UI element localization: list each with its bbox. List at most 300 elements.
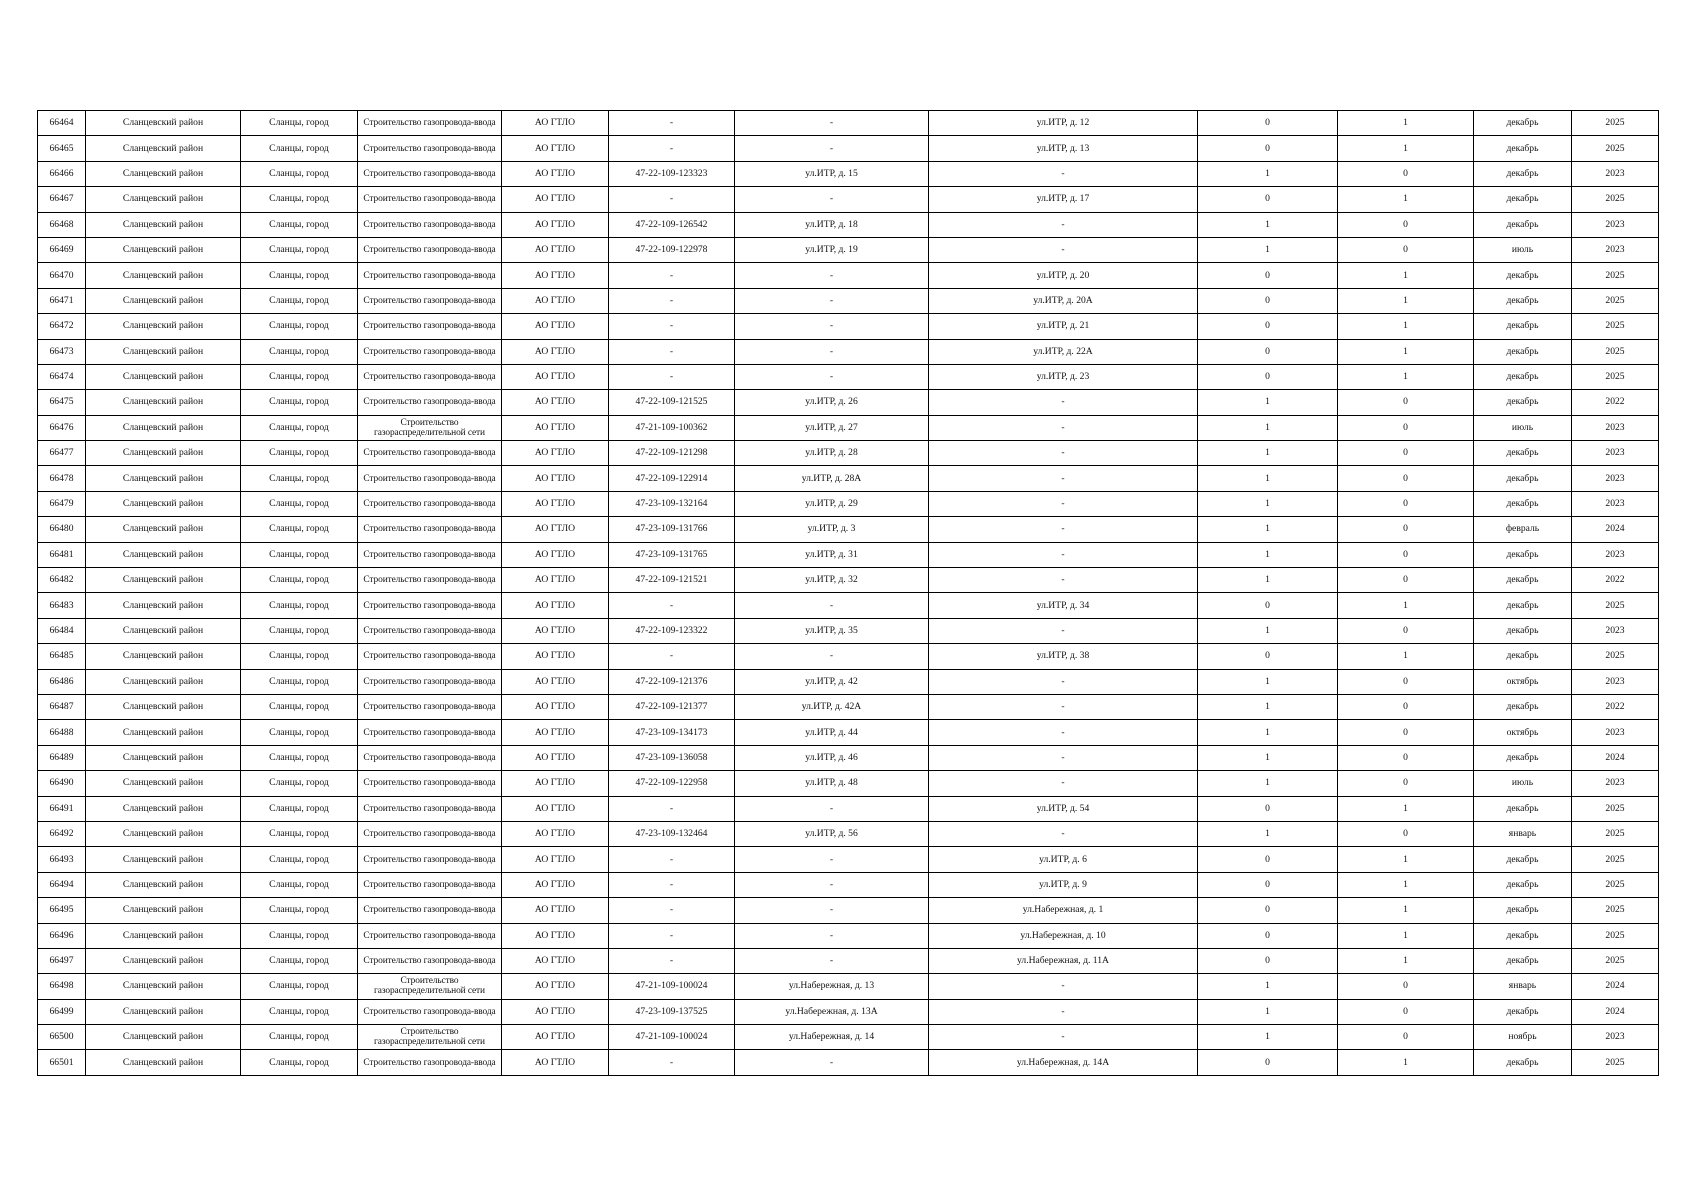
cell-registration-number: - xyxy=(609,847,735,872)
cell-id: 66481 xyxy=(38,542,86,567)
cell-registration-number: - xyxy=(609,796,735,821)
table-row xyxy=(38,339,1659,364)
cell-registration-number: 47-23-109-131765 xyxy=(609,542,735,567)
cell-settlement: Сланцы, город xyxy=(241,161,358,186)
cell-district: Сланцевский район xyxy=(86,694,241,719)
cell-organization: АО ГТЛО xyxy=(502,847,609,872)
cell-month: декабрь xyxy=(1474,161,1572,186)
cell-address: ул.Набережная, д. 13 xyxy=(735,974,929,999)
cell-year: 2023 xyxy=(1572,771,1659,796)
cell-work-type: Строительство газораспределительной сети xyxy=(358,1025,502,1050)
cell-flag-existing: 1 xyxy=(1198,821,1338,846)
cell-year: 2025 xyxy=(1572,796,1659,821)
cell-work-type: Строительство газопровода-ввода xyxy=(358,796,502,821)
cell-district: Сланцевский район xyxy=(86,390,241,415)
cell-planned-address: ул.ИТР, д. 21 xyxy=(929,314,1198,339)
table-row xyxy=(38,847,1659,872)
cell-planned-address: ул.ИТР, д. 17 xyxy=(929,187,1198,212)
cell-flag-existing: 0 xyxy=(1198,644,1338,669)
table-row xyxy=(38,314,1659,339)
cell-flag-planned: 0 xyxy=(1338,694,1474,719)
cell-flag-planned: 1 xyxy=(1338,872,1474,897)
cell-district: Сланцевский район xyxy=(86,618,241,643)
cell-year: 2025 xyxy=(1572,288,1659,313)
cell-work-type: Строительство газопровода-ввода xyxy=(358,237,502,262)
cell-district: Сланцевский район xyxy=(86,593,241,618)
cell-month: декабрь xyxy=(1474,923,1572,948)
cell-flag-existing: 0 xyxy=(1198,339,1338,364)
cell-flag-existing: 0 xyxy=(1198,872,1338,897)
cell-settlement: Сланцы, город xyxy=(241,542,358,567)
cell-district: Сланцевский район xyxy=(86,415,241,440)
cell-address: ул.ИТР, д. 29 xyxy=(735,491,929,516)
cell-registration-number: 47-22-109-126542 xyxy=(609,212,735,237)
table-row xyxy=(38,644,1659,669)
cell-year: 2025 xyxy=(1572,263,1659,288)
cell-address: - xyxy=(735,136,929,161)
cell-planned-address: ул.ИТР, д. 6 xyxy=(929,847,1198,872)
cell-work-type: Строительство газопровода-ввода xyxy=(358,669,502,694)
cell-id: 66493 xyxy=(38,847,86,872)
cell-flag-existing: 1 xyxy=(1198,517,1338,542)
cell-organization: АО ГТЛО xyxy=(502,263,609,288)
cell-id: 66470 xyxy=(38,263,86,288)
cell-planned-address: - xyxy=(929,974,1198,999)
cell-planned-address: - xyxy=(929,466,1198,491)
cell-district: Сланцевский район xyxy=(86,491,241,516)
cell-settlement: Сланцы, город xyxy=(241,999,358,1024)
cell-month: декабрь xyxy=(1474,212,1572,237)
cell-year: 2025 xyxy=(1572,847,1659,872)
cell-district: Сланцевский район xyxy=(86,314,241,339)
cell-year: 2022 xyxy=(1572,694,1659,719)
cell-organization: АО ГТЛО xyxy=(502,390,609,415)
cell-organization: АО ГТЛО xyxy=(502,821,609,846)
cell-work-type: Строительство газопровода-ввода xyxy=(358,821,502,846)
cell-settlement: Сланцы, город xyxy=(241,923,358,948)
cell-flag-existing: 0 xyxy=(1198,364,1338,389)
cell-registration-number: 47-22-109-121521 xyxy=(609,568,735,593)
cell-organization: АО ГТЛО xyxy=(502,771,609,796)
cell-organization: АО ГТЛО xyxy=(502,948,609,973)
cell-flag-existing: 0 xyxy=(1198,796,1338,821)
cell-planned-address: ул.Набережная, д. 1 xyxy=(929,898,1198,923)
cell-month: июль xyxy=(1474,771,1572,796)
cell-district: Сланцевский район xyxy=(86,745,241,770)
cell-organization: АО ГТЛО xyxy=(502,745,609,770)
cell-registration-number: 47-22-109-122914 xyxy=(609,466,735,491)
cell-address: ул.ИТР, д. 19 xyxy=(735,237,929,262)
cell-id: 66473 xyxy=(38,339,86,364)
cell-settlement: Сланцы, город xyxy=(241,593,358,618)
cell-id: 66488 xyxy=(38,720,86,745)
table-row xyxy=(38,720,1659,745)
cell-registration-number: 47-23-109-137525 xyxy=(609,999,735,1024)
cell-flag-existing: 0 xyxy=(1198,187,1338,212)
cell-year: 2022 xyxy=(1572,568,1659,593)
cell-settlement: Сланцы, город xyxy=(241,720,358,745)
cell-organization: АО ГТЛО xyxy=(502,669,609,694)
cell-organization: АО ГТЛО xyxy=(502,923,609,948)
cell-district: Сланцевский район xyxy=(86,339,241,364)
cell-organization: АО ГТЛО xyxy=(502,491,609,516)
cell-flag-planned: 1 xyxy=(1338,1050,1474,1075)
cell-year: 2023 xyxy=(1572,161,1659,186)
cell-month: декабрь xyxy=(1474,796,1572,821)
cell-registration-number: 47-22-109-121525 xyxy=(609,390,735,415)
cell-address: - xyxy=(735,187,929,212)
cell-organization: АО ГТЛО xyxy=(502,136,609,161)
cell-flag-existing: 0 xyxy=(1198,314,1338,339)
cell-flag-existing: 0 xyxy=(1198,111,1338,136)
cell-flag-existing: 1 xyxy=(1198,618,1338,643)
cell-settlement: Сланцы, город xyxy=(241,339,358,364)
cell-address: - xyxy=(735,898,929,923)
cell-planned-address: ул.Набережная, д. 10 xyxy=(929,923,1198,948)
cell-id: 66491 xyxy=(38,796,86,821)
cell-year: 2023 xyxy=(1572,669,1659,694)
cell-year: 2025 xyxy=(1572,923,1659,948)
table-row xyxy=(38,441,1659,466)
cell-settlement: Сланцы, город xyxy=(241,694,358,719)
cell-planned-address: ул.ИТР, д. 23 xyxy=(929,364,1198,389)
cell-work-type: Строительство газопровода-ввода xyxy=(358,466,502,491)
cell-registration-number: - xyxy=(609,898,735,923)
cell-work-type: Строительство газопровода-ввода xyxy=(358,390,502,415)
table-row xyxy=(38,745,1659,770)
cell-work-type: Строительство газопровода-ввода xyxy=(358,111,502,136)
table-row xyxy=(38,1050,1659,1075)
cell-settlement: Сланцы, город xyxy=(241,745,358,770)
table-row xyxy=(38,593,1659,618)
cell-work-type: Строительство газопровода-ввода xyxy=(358,568,502,593)
cell-work-type: Строительство газопровода-ввода xyxy=(358,187,502,212)
cell-flag-planned: 1 xyxy=(1338,796,1474,821)
cell-registration-number: 47-23-109-132464 xyxy=(609,821,735,846)
cell-id: 66486 xyxy=(38,669,86,694)
cell-id: 66485 xyxy=(38,644,86,669)
cell-month: декабрь xyxy=(1474,644,1572,669)
table-row xyxy=(38,390,1659,415)
cell-district: Сланцевский район xyxy=(86,441,241,466)
cell-registration-number: - xyxy=(609,948,735,973)
cell-flag-planned: 0 xyxy=(1338,720,1474,745)
cell-month: декабрь xyxy=(1474,491,1572,516)
cell-district: Сланцевский район xyxy=(86,644,241,669)
cell-flag-existing: 1 xyxy=(1198,568,1338,593)
cell-year: 2025 xyxy=(1572,644,1659,669)
cell-year: 2023 xyxy=(1572,720,1659,745)
cell-address: ул.Набережная, д. 13А xyxy=(735,999,929,1024)
table-row xyxy=(38,237,1659,262)
cell-flag-existing: 0 xyxy=(1198,847,1338,872)
cell-id: 66469 xyxy=(38,237,86,262)
cell-work-type: Строительство газопровода-ввода xyxy=(358,1050,502,1075)
cell-registration-number: - xyxy=(609,111,735,136)
table-row xyxy=(38,974,1659,999)
cell-organization: АО ГТЛО xyxy=(502,618,609,643)
table-row xyxy=(38,491,1659,516)
cell-address: - xyxy=(735,923,929,948)
cell-work-type: Строительство газопровода-ввода xyxy=(358,745,502,770)
cell-flag-existing: 0 xyxy=(1198,923,1338,948)
cell-month: декабрь xyxy=(1474,568,1572,593)
cell-work-type: Строительство газопровода-ввода xyxy=(358,593,502,618)
cell-work-type: Строительство газопровода-ввода xyxy=(358,517,502,542)
cell-address: ул.ИТР, д. 28 xyxy=(735,441,929,466)
cell-flag-planned: 0 xyxy=(1338,745,1474,770)
cell-district: Сланцевский район xyxy=(86,263,241,288)
cell-month: октябрь xyxy=(1474,669,1572,694)
cell-month: февраль xyxy=(1474,517,1572,542)
cell-district: Сланцевский район xyxy=(86,136,241,161)
cell-month: декабрь xyxy=(1474,441,1572,466)
cell-district: Сланцевский район xyxy=(86,898,241,923)
table-row xyxy=(38,263,1659,288)
cell-organization: АО ГТЛО xyxy=(502,466,609,491)
cell-flag-planned: 0 xyxy=(1338,568,1474,593)
cell-district: Сланцевский район xyxy=(86,796,241,821)
cell-registration-number: - xyxy=(609,1050,735,1075)
cell-month: декабрь xyxy=(1474,542,1572,567)
cell-work-type: Строительство газопровода-ввода xyxy=(358,339,502,364)
cell-district: Сланцевский район xyxy=(86,974,241,999)
cell-organization: АО ГТЛО xyxy=(502,288,609,313)
cell-organization: АО ГТЛО xyxy=(502,237,609,262)
cell-flag-existing: 1 xyxy=(1198,974,1338,999)
cell-address: ул.ИТР, д. 48 xyxy=(735,771,929,796)
cell-organization: АО ГТЛО xyxy=(502,999,609,1024)
cell-flag-planned: 0 xyxy=(1338,542,1474,567)
cell-settlement: Сланцы, город xyxy=(241,364,358,389)
cell-planned-address: - xyxy=(929,720,1198,745)
cell-flag-planned: 0 xyxy=(1338,999,1474,1024)
cell-organization: АО ГТЛО xyxy=(502,364,609,389)
cell-id: 66466 xyxy=(38,161,86,186)
cell-district: Сланцевский район xyxy=(86,821,241,846)
cell-address: ул.Набережная, д. 14 xyxy=(735,1025,929,1050)
cell-address: - xyxy=(735,872,929,897)
cell-planned-address: - xyxy=(929,745,1198,770)
table-row xyxy=(38,136,1659,161)
cell-registration-number: 47-21-109-100024 xyxy=(609,1025,735,1050)
cell-month: декабрь xyxy=(1474,618,1572,643)
table-row xyxy=(38,872,1659,897)
cell-month: декабрь xyxy=(1474,872,1572,897)
cell-year: 2024 xyxy=(1572,999,1659,1024)
cell-organization: АО ГТЛО xyxy=(502,415,609,440)
cell-year: 2025 xyxy=(1572,314,1659,339)
cell-registration-number: - xyxy=(609,593,735,618)
cell-year: 2025 xyxy=(1572,898,1659,923)
cell-flag-planned: 1 xyxy=(1338,948,1474,973)
cell-flag-existing: 0 xyxy=(1198,263,1338,288)
cell-flag-planned: 1 xyxy=(1338,847,1474,872)
cell-address: ул.ИТР, д. 42А xyxy=(735,694,929,719)
cell-address: ул.ИТР, д. 18 xyxy=(735,212,929,237)
cell-flag-planned: 0 xyxy=(1338,212,1474,237)
cell-registration-number: 47-23-109-131766 xyxy=(609,517,735,542)
cell-district: Сланцевский район xyxy=(86,111,241,136)
cell-id: 66464 xyxy=(38,111,86,136)
table-row xyxy=(38,948,1659,973)
cell-planned-address: - xyxy=(929,542,1198,567)
cell-flag-existing: 1 xyxy=(1198,694,1338,719)
cell-id: 66499 xyxy=(38,999,86,1024)
cell-year: 2025 xyxy=(1572,1050,1659,1075)
cell-id: 66483 xyxy=(38,593,86,618)
cell-district: Сланцевский район xyxy=(86,771,241,796)
cell-district: Сланцевский район xyxy=(86,237,241,262)
cell-settlement: Сланцы, город xyxy=(241,669,358,694)
cell-id: 66479 xyxy=(38,491,86,516)
cell-id: 66497 xyxy=(38,948,86,973)
cell-year: 2025 xyxy=(1572,948,1659,973)
cell-month: июль xyxy=(1474,237,1572,262)
cell-planned-address: ул.ИТР, д. 20А xyxy=(929,288,1198,313)
cell-flag-planned: 1 xyxy=(1338,339,1474,364)
cell-organization: АО ГТЛО xyxy=(502,441,609,466)
cell-district: Сланцевский район xyxy=(86,948,241,973)
cell-registration-number: 47-23-109-134173 xyxy=(609,720,735,745)
cell-address: - xyxy=(735,593,929,618)
cell-address: ул.ИТР, д. 26 xyxy=(735,390,929,415)
cell-registration-number: - xyxy=(609,187,735,212)
cell-planned-address: ул.ИТР, д. 54 xyxy=(929,796,1198,821)
cell-month: декабрь xyxy=(1474,136,1572,161)
cell-flag-existing: 0 xyxy=(1198,593,1338,618)
cell-work-type: Строительство газопровода-ввода xyxy=(358,364,502,389)
cell-year: 2023 xyxy=(1572,618,1659,643)
cell-address: - xyxy=(735,948,929,973)
cell-district: Сланцевский район xyxy=(86,517,241,542)
cell-planned-address: - xyxy=(929,161,1198,186)
cell-flag-planned: 0 xyxy=(1338,771,1474,796)
cell-year: 2022 xyxy=(1572,390,1659,415)
cell-month: декабрь xyxy=(1474,364,1572,389)
cell-year: 2025 xyxy=(1572,872,1659,897)
cell-flag-planned: 1 xyxy=(1338,288,1474,313)
cell-work-type: Строительство газопровода-ввода xyxy=(358,212,502,237)
cell-year: 2024 xyxy=(1572,745,1659,770)
cell-flag-existing: 1 xyxy=(1198,720,1338,745)
cell-flag-existing: 1 xyxy=(1198,1025,1338,1050)
cell-work-type: Строительство газопровода-ввода xyxy=(358,314,502,339)
table-row xyxy=(38,288,1659,313)
cell-planned-address: ул.ИТР, д. 22А xyxy=(929,339,1198,364)
cell-organization: АО ГТЛО xyxy=(502,314,609,339)
cell-planned-address: - xyxy=(929,212,1198,237)
cell-flag-planned: 0 xyxy=(1338,237,1474,262)
cell-planned-address: ул.ИТР, д. 20 xyxy=(929,263,1198,288)
table-row xyxy=(38,415,1659,440)
cell-organization: АО ГТЛО xyxy=(502,796,609,821)
cell-flag-existing: 0 xyxy=(1198,1050,1338,1075)
cell-flag-existing: 0 xyxy=(1198,948,1338,973)
cell-year: 2023 xyxy=(1572,441,1659,466)
cell-flag-planned: 0 xyxy=(1338,466,1474,491)
cell-planned-address: - xyxy=(929,568,1198,593)
cell-id: 66477 xyxy=(38,441,86,466)
cell-work-type: Строительство газопровода-ввода xyxy=(358,898,502,923)
cell-year: 2023 xyxy=(1572,415,1659,440)
cell-settlement: Сланцы, город xyxy=(241,796,358,821)
cell-month: декабрь xyxy=(1474,314,1572,339)
cell-planned-address: - xyxy=(929,694,1198,719)
cell-address: ул.ИТР, д. 15 xyxy=(735,161,929,186)
cell-address: - xyxy=(735,364,929,389)
cell-settlement: Сланцы, город xyxy=(241,948,358,973)
cell-district: Сланцевский район xyxy=(86,187,241,212)
cell-district: Сланцевский район xyxy=(86,466,241,491)
cell-district: Сланцевский район xyxy=(86,1050,241,1075)
cell-planned-address: ул.Набережная, д. 14А xyxy=(929,1050,1198,1075)
cell-settlement: Сланцы, город xyxy=(241,872,358,897)
cell-month: январь xyxy=(1474,821,1572,846)
cell-flag-planned: 1 xyxy=(1338,644,1474,669)
cell-work-type: Строительство газораспределительной сети xyxy=(358,974,502,999)
cell-flag-planned: 0 xyxy=(1338,618,1474,643)
cell-year: 2025 xyxy=(1572,187,1659,212)
cell-settlement: Сланцы, город xyxy=(241,390,358,415)
table-row xyxy=(38,212,1659,237)
cell-flag-existing: 1 xyxy=(1198,415,1338,440)
cell-work-type: Строительство газопровода-ввода xyxy=(358,288,502,313)
cell-flag-planned: 0 xyxy=(1338,974,1474,999)
cell-flag-planned: 1 xyxy=(1338,263,1474,288)
cell-id: 66476 xyxy=(38,415,86,440)
cell-id: 66498 xyxy=(38,974,86,999)
cell-address: ул.ИТР, д. 3 xyxy=(735,517,929,542)
table-row xyxy=(38,568,1659,593)
cell-settlement: Сланцы, город xyxy=(241,466,358,491)
cell-settlement: Сланцы, город xyxy=(241,517,358,542)
cell-work-type: Строительство газопровода-ввода xyxy=(358,771,502,796)
cell-settlement: Сланцы, город xyxy=(241,441,358,466)
cell-work-type: Строительство газопровода-ввода xyxy=(358,263,502,288)
cell-settlement: Сланцы, город xyxy=(241,618,358,643)
cell-month: декабрь xyxy=(1474,999,1572,1024)
cell-registration-number: - xyxy=(609,263,735,288)
cell-id: 66480 xyxy=(38,517,86,542)
cell-month: декабрь xyxy=(1474,847,1572,872)
table-row xyxy=(38,542,1659,567)
cell-month: октябрь xyxy=(1474,720,1572,745)
cell-registration-number: 47-22-109-122958 xyxy=(609,771,735,796)
cell-district: Сланцевский район xyxy=(86,847,241,872)
cell-address: - xyxy=(735,1050,929,1075)
cell-work-type: Строительство газопровода-ввода xyxy=(358,720,502,745)
cell-organization: АО ГТЛО xyxy=(502,111,609,136)
cell-id: 66474 xyxy=(38,364,86,389)
cell-flag-existing: 1 xyxy=(1198,999,1338,1024)
cell-month: декабрь xyxy=(1474,593,1572,618)
cell-id: 66495 xyxy=(38,898,86,923)
cell-flag-existing: 1 xyxy=(1198,491,1338,516)
cell-settlement: Сланцы, город xyxy=(241,415,358,440)
cell-address: ул.ИТР, д. 35 xyxy=(735,618,929,643)
cell-id: 66482 xyxy=(38,568,86,593)
cell-year: 2025 xyxy=(1572,364,1659,389)
cell-address: ул.ИТР, д. 44 xyxy=(735,720,929,745)
cell-district: Сланцевский район xyxy=(86,1025,241,1050)
cell-settlement: Сланцы, город xyxy=(241,644,358,669)
cell-year: 2025 xyxy=(1572,339,1659,364)
cell-flag-existing: 1 xyxy=(1198,542,1338,567)
cell-flag-existing: 1 xyxy=(1198,390,1338,415)
cell-planned-address: - xyxy=(929,491,1198,516)
table-row xyxy=(38,999,1659,1024)
